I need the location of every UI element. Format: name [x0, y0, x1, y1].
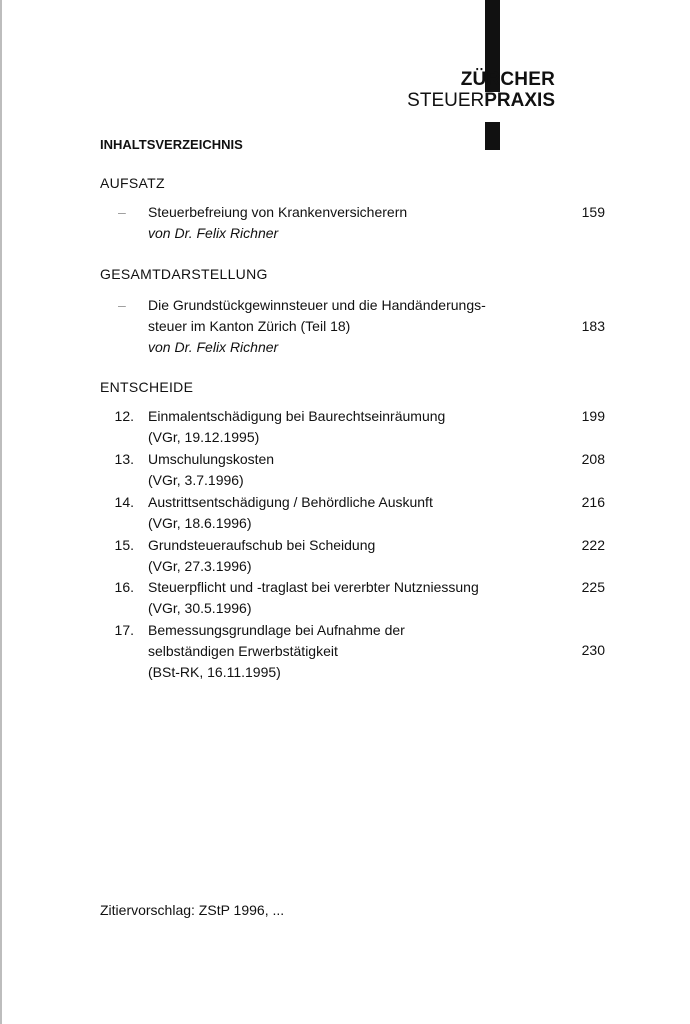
section-heading-gesamtdarstellung: GESAMTDARSTELLUNG — [100, 266, 268, 282]
toc-entry-gesamtdarstellung — [100, 295, 605, 358]
page-edge — [0, 0, 2, 1024]
entry-number: 15. — [114, 537, 134, 553]
entry-number: 14. — [114, 494, 134, 510]
logo-line-2 — [407, 91, 555, 110]
page-number: 222 — [581, 537, 605, 553]
entry-title-line: selbständigen Erwerbstätigkeit — [148, 643, 338, 659]
toc-entry-decision — [100, 535, 605, 577]
toc-title: INHALTSVERZEICHNIS — [100, 137, 243, 152]
entry-court-date: (VGr, 30.5.1996) — [148, 600, 252, 616]
page-number: 225 — [581, 579, 605, 595]
entry-body — [148, 295, 558, 358]
page-number: 230 — [581, 642, 605, 658]
entry-title-line: steuer im Kanton Zürich (Teil 18) — [148, 318, 351, 334]
entry-title-line: Die Grundstückgewinnsteuer und die Handänderungs- — [148, 297, 486, 313]
entry-body — [148, 202, 558, 244]
section-heading-entscheide: ENTSCHEIDE — [100, 379, 194, 395]
entry-number: 16. — [114, 579, 134, 595]
page-number: 216 — [581, 494, 605, 510]
entry-number: 13. — [114, 451, 134, 467]
entry-author: von Dr. Felix Richner — [148, 339, 279, 355]
entry-title-line: Austrittsentschädigung / Behördliche Auskunft — [148, 494, 433, 510]
entry-court-date: (BSt-RK, 16.11.1995) — [148, 664, 281, 680]
entry-title-line: Bemessungsgrundlage bei Aufnahme der — [148, 622, 405, 638]
entry-number: 12. — [114, 408, 134, 424]
page-number: 159 — [581, 204, 605, 220]
entry-title-line: Grundsteueraufschub bei Scheidung — [148, 537, 376, 553]
entry-title-line: Einmalentschädigung bei Baurechtseinräumung — [148, 408, 446, 424]
entry-court-date: (VGr, 3.7.1996) — [148, 472, 244, 488]
entry-number: 17. — [114, 622, 134, 638]
toc-entry-decision — [100, 620, 605, 683]
logo-bar-bottom — [485, 122, 500, 150]
entry-title-line: Steuerpflicht und -traglast bei vererbter Nutzniessung — [148, 579, 479, 595]
toc-entry-decision — [100, 492, 605, 534]
entry-body — [148, 406, 558, 448]
entry-title-line: Steuerbefreiung von Krankenversicherern — [148, 204, 408, 220]
logo-line-1: ZÜRCHER — [460, 69, 555, 90]
entry-body — [148, 620, 558, 683]
page-number: 199 — [581, 408, 605, 424]
entry-title-line: Umschulungskosten — [148, 451, 275, 467]
entry-body — [148, 492, 558, 534]
logo-praxis: PRAXIS — [484, 90, 555, 111]
section-heading-aufsatz: AUFSATZ — [100, 175, 165, 191]
dash-marker: – — [118, 204, 126, 220]
entry-author: von Dr. Felix Richner — [148, 225, 279, 241]
logo-steuer: STEUER — [407, 90, 485, 111]
entry-court-date: (VGr, 18.6.1996) — [148, 515, 252, 531]
entry-body — [148, 577, 558, 619]
page-number: 183 — [581, 318, 605, 334]
page-number: 208 — [581, 451, 605, 467]
entry-body — [148, 449, 558, 491]
citation-suggestion: Zitiervorschlag: ZStP 1996, ... — [100, 902, 285, 918]
toc-entry-decision — [100, 577, 605, 619]
toc-entry-aufsatz — [100, 202, 605, 244]
entry-body — [148, 535, 558, 577]
toc-entry-decision — [100, 449, 605, 491]
entry-court-date: (VGr, 27.3.1996) — [148, 558, 252, 574]
publication-logo — [407, 70, 555, 110]
entry-court-date: (VGr, 19.12.1995) — [148, 429, 260, 445]
toc-entry-decision — [100, 406, 605, 448]
dash-marker: – — [118, 297, 126, 313]
